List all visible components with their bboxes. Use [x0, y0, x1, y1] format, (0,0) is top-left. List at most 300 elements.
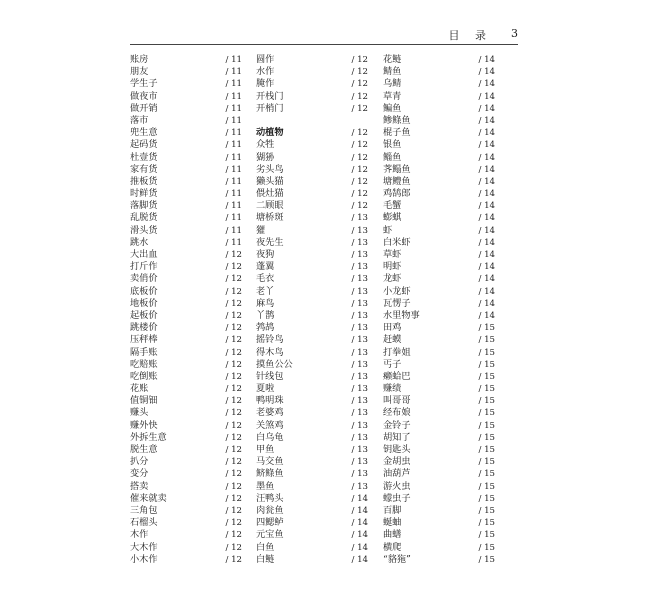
index-term: 搭卖 [130, 480, 149, 492]
index-page-ref: / 13 [351, 213, 368, 224]
index-term: 塘桥斑 [256, 212, 284, 224]
index-entry [383, 529, 495, 541]
index-page-ref: / 12 [225, 298, 242, 309]
index-page-ref: / 14 [478, 286, 495, 297]
index-page-ref: / 14 [478, 250, 495, 260]
index-entry [383, 286, 495, 298]
index-entry [130, 237, 242, 249]
index-term: 田鸡 [383, 322, 402, 334]
index-entry [130, 322, 242, 334]
index-term: 花账 [130, 383, 149, 395]
index-term: 圆作 [256, 54, 275, 65]
index-page-ref: / 12 [225, 396, 242, 407]
index-entry [383, 261, 495, 273]
index-term: 鲹鲦鱼 [383, 114, 411, 126]
index-page-ref: / 11 [225, 79, 242, 90]
index-page-ref: / 11 [225, 176, 242, 187]
index-entry [383, 347, 495, 359]
index-entry [383, 383, 495, 395]
index-page-ref: / 12 [351, 79, 368, 90]
index-term: 赚头 [130, 407, 149, 419]
index-page-ref: / 14 [478, 128, 495, 139]
index-term: 曲蟮 [383, 529, 402, 541]
index-entry [383, 554, 495, 566]
index-page-ref: / 13 [351, 481, 368, 492]
index-term: 推板货 [130, 175, 158, 187]
index-page-ref: / 14 [351, 505, 368, 516]
index-term: 游火虫 [383, 480, 411, 492]
index-entry [130, 432, 242, 444]
index-page-ref: / 12 [351, 152, 368, 163]
index-term: 乱脱货 [130, 212, 158, 224]
index-page-ref: / 12 [225, 469, 242, 480]
index-term: 外拆生意 [130, 431, 167, 443]
index-page-ref: / 14 [351, 554, 368, 565]
index-term: 二顾眼 [256, 200, 284, 212]
index-term: 油葫芦 [383, 468, 411, 480]
index-entry [256, 420, 368, 432]
index-page-ref: / 15 [478, 384, 495, 395]
index-term: 夜狗 [256, 249, 275, 260]
index-term: 隔手账 [130, 346, 158, 358]
index-page-ref: / 15 [478, 493, 495, 504]
index-page-ref: / 13 [351, 250, 368, 260]
index-term: 明虾 [383, 261, 402, 273]
index-page-ref: / 12 [351, 201, 368, 212]
index-entry [130, 371, 242, 383]
index-entry [383, 176, 495, 188]
index-page-ref: / 14 [478, 262, 495, 273]
index-page-ref: / 12 [225, 274, 242, 285]
index-entry [256, 334, 368, 346]
index-page-ref: / 12 [225, 310, 242, 321]
index-page-ref: / 15 [478, 505, 495, 516]
index-term: 虾 [383, 224, 393, 236]
index-page-ref: / 11 [225, 201, 242, 212]
index-page-ref: / 15 [478, 323, 495, 334]
index-entry [130, 347, 242, 359]
index-entry [130, 444, 242, 456]
index-page-ref: / 12 [225, 505, 242, 516]
index-term: 脱生意 [130, 444, 158, 455]
index-entry [130, 359, 242, 371]
index-entry [383, 310, 495, 322]
index-page-ref: / 14 [478, 298, 495, 309]
index-page-ref: / 14 [478, 152, 495, 163]
index-page-ref: / 13 [351, 384, 368, 395]
index-entry [256, 273, 368, 285]
index-entry [256, 103, 368, 115]
index-term: 卖俏价 [130, 273, 158, 285]
index-page-ref: / 12 [351, 128, 368, 139]
index-entry [130, 298, 242, 310]
index-term: 关煞鸡 [256, 419, 284, 431]
index-term: 横爬 [383, 541, 402, 553]
index-term: 丫鹊 [256, 309, 275, 321]
index-entry [383, 249, 495, 261]
index-entry [383, 493, 495, 505]
index-entry [130, 456, 242, 468]
index-entry [130, 261, 242, 273]
index-entry [130, 212, 242, 224]
index-entry [383, 444, 495, 456]
index-term: 鲭鱼 [383, 66, 402, 78]
index-page-ref: / 13 [351, 274, 368, 285]
index-term: 塘鳢鱼 [383, 175, 411, 187]
index-page-ref: / 11 [225, 225, 242, 236]
index-term: 三角包 [130, 504, 158, 516]
index-entry [130, 139, 242, 151]
index-page-ref: / 12 [225, 420, 242, 431]
index-entry [256, 371, 368, 383]
index-term: 白鲢 [256, 553, 275, 565]
index-page-ref: / 13 [351, 323, 368, 334]
index-entry [130, 286, 242, 298]
index-page-ref: / 12 [225, 481, 242, 492]
index-page-ref: / 12 [351, 55, 368, 65]
index-entry [383, 212, 495, 224]
index-entry [256, 444, 368, 456]
index-entry [130, 164, 242, 176]
index-page-ref: / 13 [351, 432, 368, 443]
index-entry [130, 78, 242, 90]
index-term: 毛衣 [256, 273, 275, 285]
index-entry [383, 152, 495, 164]
index-page-ref: / 15 [478, 445, 495, 455]
index-entry [130, 115, 242, 127]
index-term: 开梢门 [256, 102, 284, 114]
index-term: 蜒蚰 [383, 517, 402, 529]
index-entry [383, 420, 495, 432]
index-page-ref: / 14 [478, 237, 495, 248]
index-page-ref: / 11 [225, 152, 242, 163]
index-term: 赶蟆 [383, 334, 402, 346]
index-entry [130, 505, 242, 517]
index-entry [130, 249, 242, 261]
index-entry [383, 468, 495, 480]
index-page-ref: / 12 [225, 335, 242, 346]
index-entry [130, 407, 242, 419]
index-page-ref: / 12 [225, 384, 242, 395]
index-term: 乌鲭 [383, 78, 402, 90]
header-title: 目 录 [448, 29, 492, 42]
index-term: 夜先生 [256, 236, 284, 248]
index-entry [256, 298, 368, 310]
index-entry [130, 420, 242, 432]
index-entry [130, 554, 242, 566]
index-term: 鲚鲦鱼 [256, 468, 284, 480]
section-heading: 动植物 [256, 127, 284, 139]
index-term: 荠鳎鱼 [383, 163, 411, 175]
index-entry [383, 505, 495, 517]
index-page-ref: / 14 [478, 213, 495, 224]
index-page-ref: / 11 [225, 55, 242, 65]
index-entry [130, 176, 242, 188]
index-page-ref: / 14 [478, 189, 495, 200]
index-entry [256, 78, 368, 90]
index-term: 众牲 [256, 139, 275, 151]
index-entry [256, 286, 368, 298]
index-term: 吃赔账 [130, 358, 158, 370]
index-entry [130, 493, 242, 505]
index-page-ref: / 14 [478, 140, 495, 151]
index-term: 银鱼 [383, 139, 402, 151]
index-entry [383, 334, 495, 346]
index-term: 摸鱼公公 [256, 358, 293, 370]
index-page-ref: / 14 [478, 103, 495, 114]
index-term: 打斤作 [130, 261, 158, 273]
index-entry [130, 517, 242, 529]
index-entry [130, 529, 242, 541]
index-page-ref: / 12 [225, 286, 242, 297]
index-entry [130, 334, 242, 346]
index-page-ref: / 14 [478, 201, 495, 212]
index-term: 鹁鸪 [256, 322, 275, 334]
index-entry [383, 517, 495, 529]
index-term: 账房 [130, 54, 149, 65]
index-term: 落脚货 [130, 200, 158, 212]
index-page-ref: / 11 [225, 91, 242, 102]
index-entry [256, 493, 368, 505]
index-page-ref: / 15 [478, 457, 495, 468]
index-entry [383, 322, 495, 334]
index-term: 老婆鸡 [256, 407, 284, 419]
index-entry [256, 347, 368, 359]
index-page-ref: / 14 [351, 530, 368, 541]
index-page-ref: / 11 [225, 213, 242, 224]
index-entry [256, 176, 368, 188]
index-term: 做夜市 [130, 90, 158, 102]
index-page-ref: / 15 [478, 335, 495, 346]
index-term: 大木作 [130, 541, 158, 553]
index-page-ref: / 12 [225, 359, 242, 370]
index-page-ref: / 15 [478, 420, 495, 431]
index-entry [383, 139, 495, 151]
index-term: 摇铃鸟 [256, 334, 284, 346]
index-entry [256, 529, 368, 541]
index-term: 墨鱼 [256, 480, 275, 492]
index-page-ref: / 15 [478, 371, 495, 382]
index-page-ref: / 11 [225, 115, 242, 126]
index-page-ref: / 13 [351, 262, 368, 273]
index-entry [256, 542, 368, 554]
index-entry [256, 554, 368, 566]
index-term: 大出血 [130, 249, 158, 260]
index-entry [256, 237, 368, 249]
index-page-ref: / 13 [351, 225, 368, 236]
index-page-ref: / 14 [351, 518, 368, 529]
index-page-ref: / 15 [478, 481, 495, 492]
index-page-ref: / 12 [225, 493, 242, 504]
index-term: 金胡虫 [383, 456, 411, 468]
index-entry [130, 481, 242, 493]
index-entry [256, 91, 368, 103]
index-entry [383, 91, 495, 103]
index-page-ref: / 12 [351, 164, 368, 175]
index-term: 扒分 [130, 456, 149, 468]
index-entry [130, 273, 242, 285]
index-entry [383, 78, 495, 90]
index-term: 小龙虾 [383, 285, 411, 297]
index-entry [256, 432, 368, 444]
index-entry [256, 225, 368, 237]
index-term: 龙虾 [383, 273, 402, 285]
index-term: 赚绩 [383, 383, 402, 395]
index-entry [383, 66, 495, 78]
index-entry [383, 115, 495, 127]
index-entry [256, 517, 368, 529]
index-term: 地板价 [130, 297, 158, 309]
index-term: 甲鱼 [256, 444, 275, 455]
index-page-ref: / 15 [478, 408, 495, 419]
index-term: 打拳姐 [383, 346, 411, 358]
index-page-ref: / 12 [351, 189, 368, 200]
index-entry [383, 432, 495, 444]
index-column-1 [130, 54, 242, 566]
index-entry [256, 468, 368, 480]
page-header [130, 24, 518, 42]
index-page-ref: / 12 [351, 176, 368, 187]
index-entry [130, 310, 242, 322]
index-entry [256, 456, 368, 468]
index-page-ref: / 14 [478, 176, 495, 187]
index-term: 花鲢 [383, 54, 402, 65]
index-term: 赚外快 [130, 419, 158, 431]
index-entry [130, 91, 242, 103]
index-page-ref: / 14 [478, 91, 495, 102]
index-page-ref: / 12 [225, 530, 242, 541]
index-term: 腌作 [256, 78, 275, 90]
index-entry [256, 310, 368, 322]
index-page-ref: / 14 [351, 542, 368, 553]
index-term: 吃倒账 [130, 370, 158, 382]
index-entry [256, 152, 368, 164]
index-page-ref: / 11 [225, 128, 242, 139]
index-term: 水里物事 [383, 309, 420, 321]
index-page-ref: / 12 [225, 323, 242, 334]
index-page-ref: / 15 [478, 530, 495, 541]
index-page-ref: / 13 [351, 420, 368, 431]
index-page-ref: / 15 [478, 359, 495, 370]
index-term: 起码货 [130, 139, 158, 151]
index-page-ref: / 12 [225, 457, 242, 468]
index-entry [383, 188, 495, 200]
index-term: 獭头猫 [256, 175, 284, 187]
index-page-ref: / 12 [351, 103, 368, 114]
index-entry [256, 66, 368, 78]
index-page-ref: / 11 [225, 237, 242, 248]
index-term: 经布娘 [383, 407, 411, 419]
index-page-ref: / 11 [225, 140, 242, 151]
index-page-ref: / 13 [351, 396, 368, 407]
index-entry [130, 103, 242, 115]
index-page-ref: / 13 [351, 469, 368, 480]
index-entry [256, 407, 368, 419]
index-term: 朋友 [130, 66, 149, 78]
index-entry [256, 188, 368, 200]
index-entry [256, 481, 368, 493]
index-entry [383, 200, 495, 212]
index-term: 獾 [256, 224, 266, 236]
section-heading-row [256, 127, 368, 139]
index-term: 催来就卖 [130, 492, 167, 504]
index-page-ref: / 12 [225, 445, 242, 455]
index-page-ref: / 12 [225, 518, 242, 529]
index-term: 钥匙头 [383, 444, 411, 455]
index-term: 草虾 [383, 249, 402, 260]
index-entry [383, 237, 495, 249]
index-page-ref: / 11 [225, 67, 242, 78]
index-term: 劣头鸟 [256, 163, 284, 175]
index-term: 猢狲 [256, 151, 275, 163]
index-term: 鲻鱼 [383, 151, 402, 163]
index-page-ref: / 14 [478, 225, 495, 236]
index-entry [130, 66, 242, 78]
index-entry [383, 481, 495, 493]
index-entry [383, 103, 495, 115]
index-term: 跳楼价 [130, 322, 158, 334]
index-page-ref: / 14 [478, 55, 495, 65]
index-page-ref: / 13 [351, 371, 368, 382]
index-term: 针线包 [256, 370, 284, 382]
index-entry [383, 127, 495, 139]
index-entry [383, 542, 495, 554]
index-term: 时鲜货 [130, 188, 158, 200]
index-page-ref: / 12 [225, 542, 242, 553]
index-term: 滑头货 [130, 224, 158, 236]
index-term: 马交鱼 [256, 456, 284, 468]
index-page-ref: / 13 [351, 335, 368, 346]
index-page-ref: / 13 [351, 408, 368, 419]
index-entry [256, 505, 368, 517]
index-term: 起板价 [130, 309, 158, 321]
index-entry [256, 322, 368, 334]
index-term: 金铃子 [383, 419, 411, 431]
index-entry [383, 273, 495, 285]
index-page-ref: / 13 [351, 359, 368, 370]
index-entry [130, 152, 242, 164]
index-entry [130, 127, 242, 139]
index-entry [256, 359, 368, 371]
index-term: 偎灶猫 [256, 188, 284, 200]
index-term: 石榴头 [130, 517, 158, 529]
index-entry [256, 261, 368, 273]
index-entry [256, 249, 368, 261]
index-page-ref: / 11 [225, 103, 242, 114]
index-term: 落市 [130, 114, 149, 126]
index-term: 白乌龟 [256, 431, 284, 443]
index-term: 棍子鱼 [383, 127, 411, 139]
index-page-ref: / 15 [478, 518, 495, 529]
index-term: 开栈门 [256, 90, 284, 102]
index-entry [383, 54, 495, 66]
index-page-ref: / 12 [225, 262, 242, 273]
index-entry [383, 298, 495, 310]
index-page-ref: / 12 [351, 67, 368, 78]
index-entry [383, 456, 495, 468]
index-entry [383, 395, 495, 407]
index-page-ref: / 14 [478, 310, 495, 321]
index-term: 白米虾 [383, 236, 411, 248]
index-entry [383, 407, 495, 419]
index-term: 木作 [130, 529, 149, 541]
index-page-ref: / 12 [225, 408, 242, 419]
index-entry [256, 54, 368, 66]
index-term: 水作 [256, 66, 275, 78]
index-entry [130, 54, 242, 66]
index-page-ref: / 13 [351, 310, 368, 321]
index-entry [256, 200, 368, 212]
